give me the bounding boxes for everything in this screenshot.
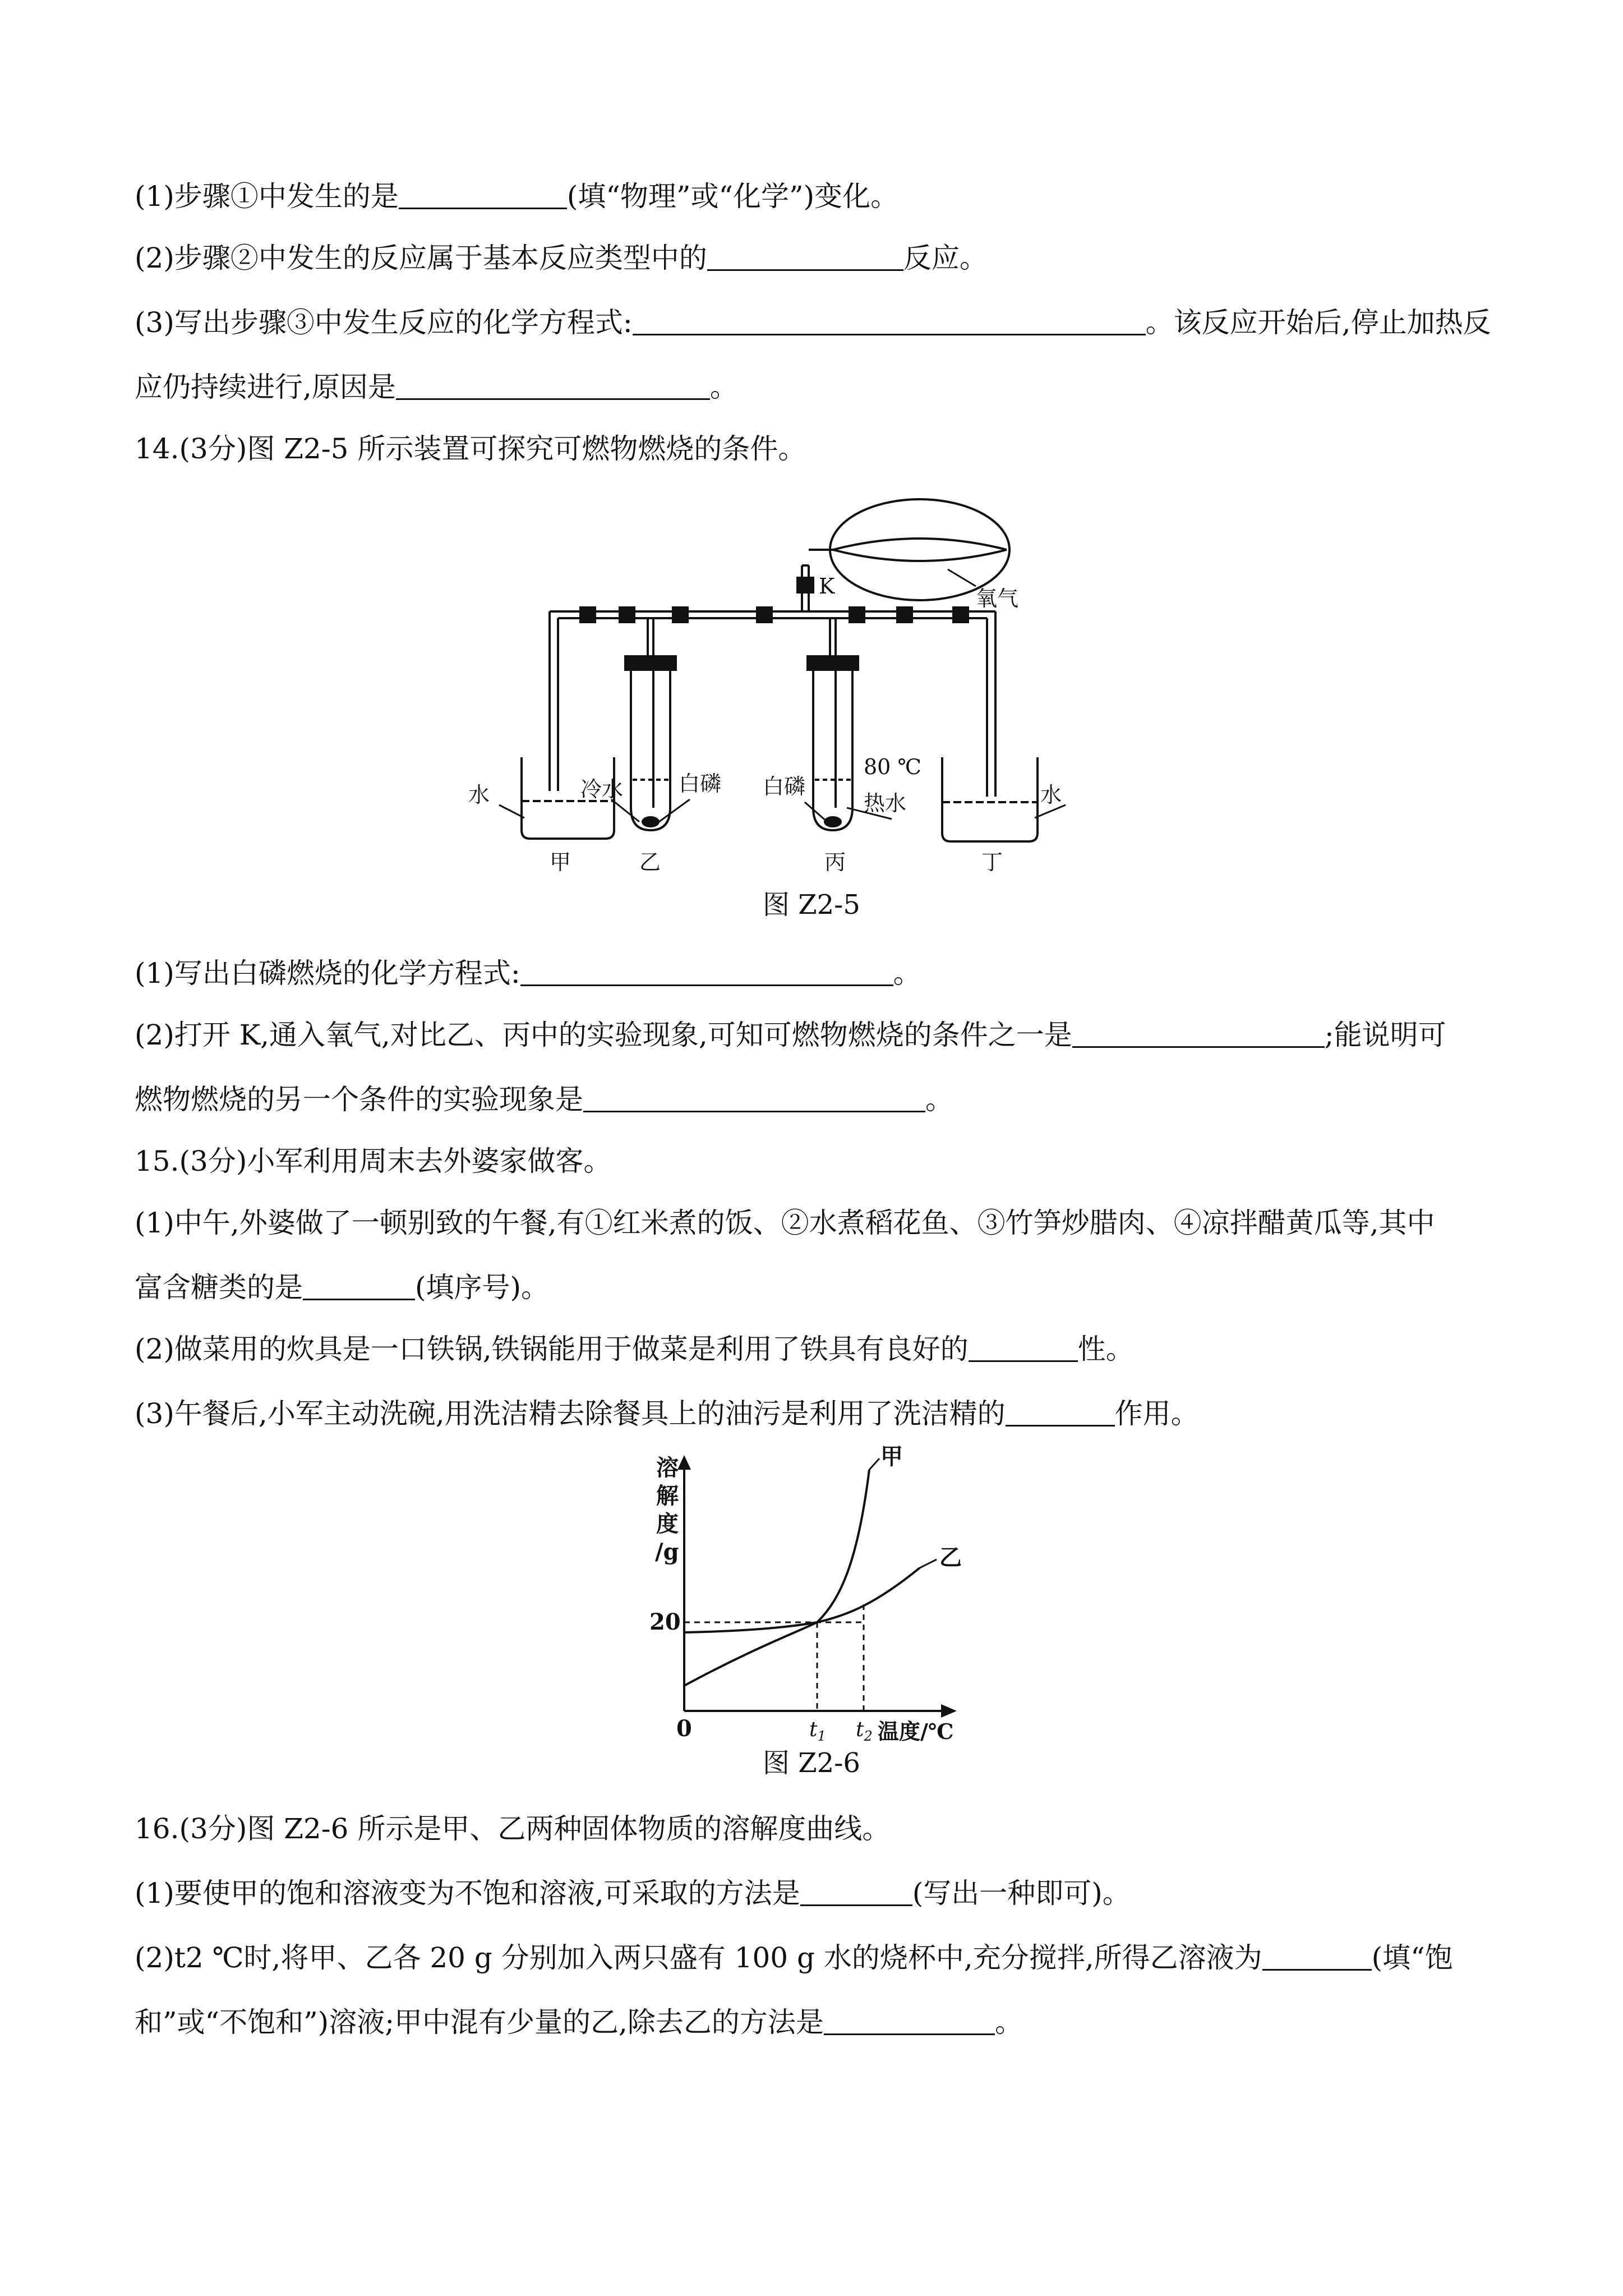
x-axis-label: 温度/℃ bbox=[878, 1719, 954, 1744]
white-phosphorus-label-left: 白磷 bbox=[679, 771, 722, 796]
q16-part2: (2)t2 ℃时,将甲、乙各 20 g 分别加入两只盛有 100 g 水的烧杯中,充分搅拌,所得乙溶液为 (填“饱 bbox=[135, 1941, 1453, 1974]
temperature-label: 80 ℃ bbox=[864, 754, 921, 779]
label-bing: 丙 bbox=[824, 850, 846, 875]
label-ding: 丁 bbox=[981, 850, 1003, 875]
answer-blank[interactable] bbox=[824, 2007, 995, 2035]
q13-part2: (2)步骤②中发生的反应属于基本反应类型中的 反应。 bbox=[135, 242, 988, 274]
origin-label: 0 bbox=[676, 1715, 692, 1742]
beaker-ding bbox=[942, 757, 1038, 841]
q16-part2-cont: 和”或“不饱和”)溶液;甲中混有少量的乙,除去乙的方法是 。 bbox=[135, 2006, 1023, 2039]
hot-water-label: 热水 bbox=[864, 791, 907, 816]
answer-blank[interactable] bbox=[633, 307, 1146, 335]
q15-part2: (2)做菜用的炊具是一口铁锅,铁锅能用于做菜是利用了铁具有良好的 性。 bbox=[135, 1333, 1134, 1365]
answer-blank[interactable] bbox=[399, 181, 567, 209]
q13-part1: (1)步骤①中发生的是 (填“物理”或“化学”)变化。 bbox=[135, 180, 899, 213]
y-label-char-3: 度 bbox=[656, 1511, 679, 1537]
answer-blank[interactable] bbox=[1262, 1942, 1372, 1971]
valve-k bbox=[797, 578, 813, 592]
solubility-curve-chart bbox=[617, 1443, 998, 1745]
curve-jia bbox=[684, 1470, 869, 1686]
figure-caption-z2-5: 图 Z2-5 bbox=[763, 889, 860, 921]
q13-part3: (3)写出步骤③中发生反应的化学方程式: 。该反应开始后,停止加热反 bbox=[135, 306, 1491, 339]
q16-stem: 16.(3分)图 Z2-6 所示是甲、乙两种固体物质的溶解度曲线。 bbox=[135, 1812, 891, 1845]
q15-part1-cont: 富含糖类的是 (填序号)。 bbox=[135, 1271, 550, 1304]
answer-blank[interactable] bbox=[800, 1878, 912, 1906]
combustion-apparatus-figure bbox=[468, 494, 1122, 875]
test-tube-yi bbox=[631, 662, 670, 830]
q14-part2: (2)打开 K,通入氧气,对比乙、丙中的实验现象,可知可燃物燃烧的条件之一是 ;能说明可 bbox=[135, 1019, 1446, 1051]
q15-part3: (3)午餐后,小军主动洗碗,用洗洁精去除餐具上的油污是利用了洗洁精的 作用。 bbox=[135, 1397, 1199, 1430]
series-label-yi: 乙 bbox=[939, 1544, 962, 1571]
figure-caption-z2-6: 图 Z2-6 bbox=[763, 1747, 860, 1779]
q15-part1: (1)中午,外婆做了一顿别致的午餐,有①红米煮的饭、②水煮稻花鱼、③竹笋炒腊肉、④凉拌醋黄瓜等,其中 bbox=[135, 1207, 1435, 1239]
answer-blank[interactable] bbox=[1006, 1398, 1115, 1427]
answer-blank[interactable] bbox=[520, 958, 893, 986]
label-yi: 乙 bbox=[639, 850, 661, 875]
answer-blank[interactable] bbox=[1072, 1019, 1325, 1048]
y-tick-20: 20 bbox=[649, 1609, 681, 1635]
series-label-jia: 甲 bbox=[880, 1443, 903, 1470]
oxygen-balloon bbox=[830, 499, 1009, 600]
q15-stem: 15.(3分)小军利用周末去外婆家做客。 bbox=[135, 1145, 612, 1177]
y-label-char-1: 溶 bbox=[656, 1455, 679, 1481]
y-label-char-2: 解 bbox=[656, 1483, 679, 1509]
answer-blank[interactable] bbox=[583, 1084, 925, 1112]
white-phosphorus-label-right: 白磷 bbox=[763, 774, 806, 799]
x-tick-t2: $t_2$ bbox=[856, 1718, 873, 1744]
answer-blank[interactable] bbox=[303, 1272, 415, 1300]
q13-part3-cont: 应仍持续进行,原因是 。 bbox=[135, 371, 738, 403]
answer-blank[interactable] bbox=[396, 371, 710, 400]
cold-water-label: 冷水 bbox=[580, 777, 624, 802]
q16-part1: (1)要使甲的饱和溶液变为不饱和溶液,可采取的方法是 (写出一种即可)。 bbox=[135, 1877, 1131, 1910]
x-tick-t1: $t_1$ bbox=[809, 1718, 826, 1744]
answer-blank[interactable] bbox=[969, 1333, 1078, 1362]
y-label-char-4: /g bbox=[655, 1539, 679, 1565]
q14-part2-cont: 燃物燃烧的另一个条件的实验现象是 。 bbox=[135, 1083, 953, 1116]
water-label-left: 水 bbox=[468, 783, 490, 807]
q14-stem: 14.(3分)图 Z2-5 所示装置可探究可燃物燃烧的条件。 bbox=[135, 432, 806, 465]
q14-part1: (1)写出白磷燃烧的化学方程式: 。 bbox=[135, 957, 921, 990]
test-tube-bing bbox=[813, 662, 852, 830]
water-label-right: 水 bbox=[1040, 783, 1062, 807]
oxygen-label: 氧气 bbox=[976, 586, 1019, 611]
answer-blank[interactable] bbox=[707, 242, 903, 271]
label-jia: 甲 bbox=[550, 850, 571, 875]
valve-label: K bbox=[819, 574, 835, 599]
